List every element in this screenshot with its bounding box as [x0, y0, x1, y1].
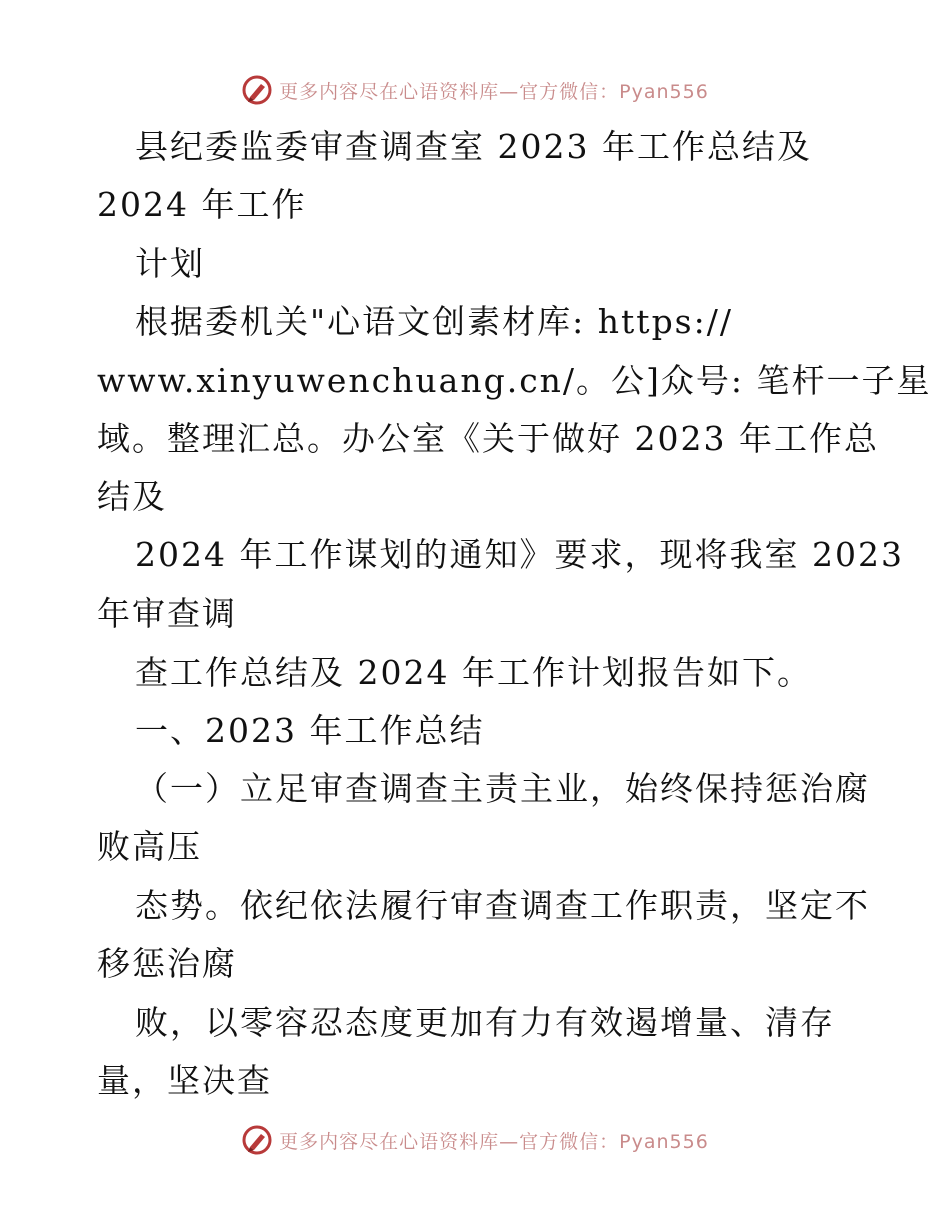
- doc-text-line: www.xinyuwenchuang.cn/。公]众号: 笔杆一子星: [97, 361, 932, 400]
- doc-title-line-1: 县纪委监委审查调查室 2023 年工作总结及: [135, 127, 812, 166]
- doc-text-line: 根据委机关"心语文创素材库: https://: [135, 302, 733, 341]
- doc-text-line: 移惩治腐: [97, 944, 237, 983]
- pen-logo-icon: [241, 1124, 273, 1156]
- banner-text: 更多内容尽在心语资料库—官方微信：Pyan556: [279, 80, 709, 103]
- doc-title-line-3: 计划: [135, 244, 205, 283]
- pen-logo-icon: [241, 74, 273, 106]
- section-heading: 一、2023 年工作总结: [135, 711, 485, 750]
- doc-text-line: 量，坚决查: [97, 1061, 272, 1100]
- doc-text-line: 结及: [97, 477, 167, 516]
- doc-text-line: 域。整理汇总。办公室《关于做好 2023 年工作总: [97, 419, 879, 458]
- footer-banner: [0, 1120, 950, 1160]
- doc-text-line: 年审查调: [97, 594, 237, 633]
- doc-text-line: 败高压: [97, 827, 202, 866]
- subsection-heading: （一）立足审查调查主责主业，始终保持惩治腐: [135, 769, 870, 808]
- doc-text-line: 2024 年工作谋划的通知》要求，现将我室 2023: [135, 535, 904, 574]
- doc-text-line: 败，以零容忍态度更加有力有效遏增量、清存: [135, 1003, 835, 1042]
- doc-title-line-2: 2024 年工作: [97, 185, 307, 224]
- banner-text: 更多内容尽在心语资料库—官方微信：Pyan556: [279, 1130, 709, 1153]
- doc-text-line: 查工作总结及 2024 年工作计划报告如下。: [135, 653, 812, 692]
- doc-text-line: 态势。依纪依法履行审查调查工作职责，坚定不: [135, 886, 870, 925]
- header-banner: [0, 70, 950, 110]
